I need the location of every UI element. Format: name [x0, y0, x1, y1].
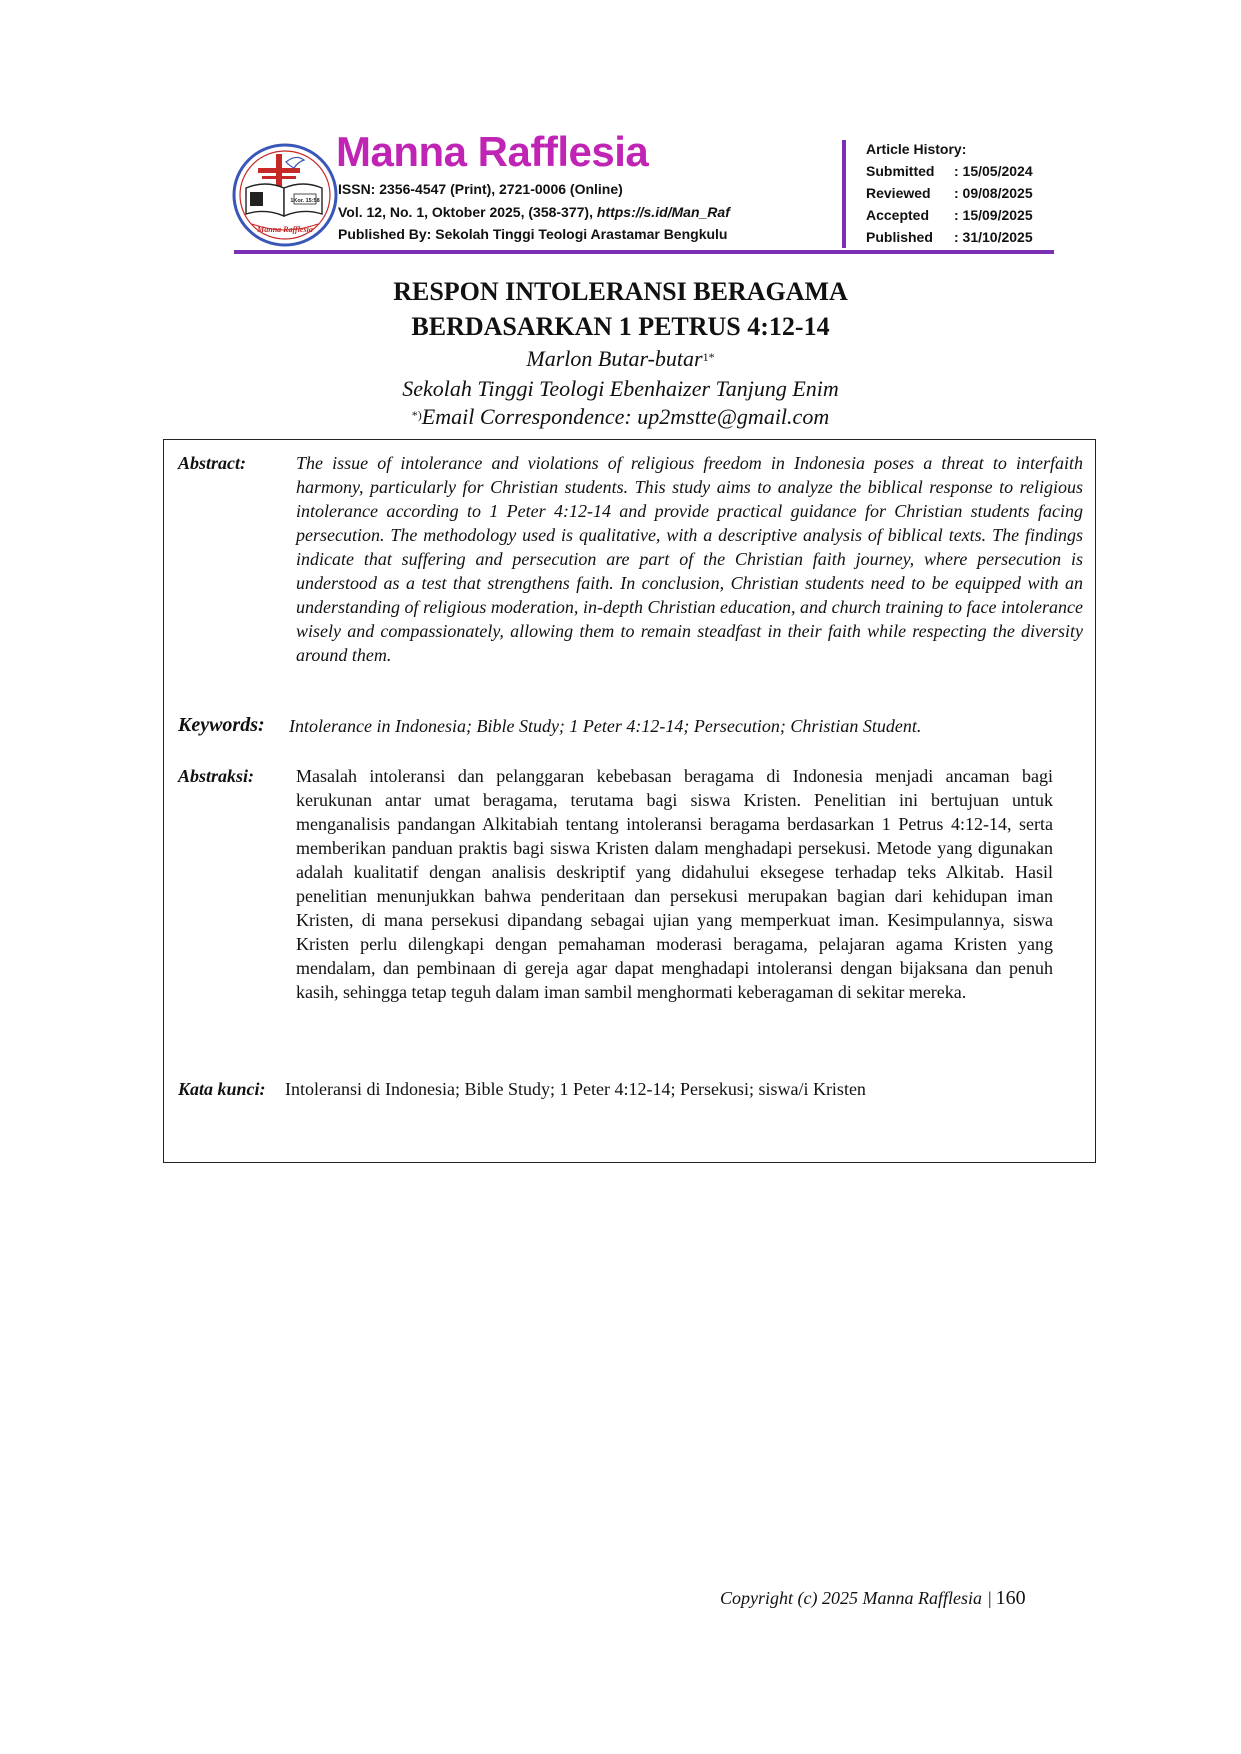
paper-title-line-2: BERDASARKAN 1 PETRUS 4:12-14	[411, 312, 830, 341]
history-value: : 09/08/2025	[954, 185, 1033, 201]
footer-copyright: Copyright (c) 2025 Manna Rafflesia	[720, 1588, 982, 1608]
author-name: Marlon Butar-butar	[526, 346, 703, 371]
logo-text: Manna Rafflesia	[257, 225, 313, 234]
correspondence-line	[0, 403, 1241, 431]
author-line	[0, 345, 1241, 373]
history-label: Submitted	[866, 163, 935, 179]
email-mark: *)	[411, 408, 422, 422]
page-number: 160	[995, 1587, 1026, 1609]
correspondence-email: Email Correspondence: up2mstte@gmail.com	[421, 404, 830, 429]
keywords-en-text: Intolerance in Indonesia; Bible Study; 1 Peter 4:12-14; Persecution; Christian Student.	[289, 716, 922, 736]
publisher-line: Published By: Sekolah Tinggi Teologi Arastamar Bengkulu	[338, 226, 728, 242]
keywords-en-label: Keywords:	[178, 714, 265, 736]
history-label: Accepted	[866, 207, 930, 223]
history-value: : 15/09/2025	[954, 207, 1033, 223]
keywords-id-text: Intoleransi di Indonesia; Bible Study; 1 Peter 4:12-14; Persekusi; siswa/i Kristen	[285, 1079, 866, 1099]
history-row-accepted	[866, 204, 1033, 226]
history-row-reviewed	[866, 182, 1033, 204]
paper-title-line-1: RESPON INTOLERANSI BERAGAMA	[393, 277, 848, 306]
keywords-id-label: Kata kunci:	[178, 1079, 266, 1099]
abstract-id-label: Abstraksi:	[178, 766, 255, 786]
history-row-submitted	[866, 160, 1033, 182]
author-affiliation: Sekolah Tinggi Teologi Ebenhaizer Tanjung Enim	[402, 376, 839, 401]
article-history-heading: Article History:	[866, 141, 967, 157]
logo-verse: 1Kor. 15:58	[290, 198, 320, 204]
issn-line: ISSN: 2356-4547 (Print), 2721-0006 (Online)	[338, 181, 623, 197]
header-rule	[234, 250, 1054, 254]
history-value: : 31/10/2025	[954, 229, 1033, 245]
abstract-en-text: The issue of intolerance and violations of religious freedom in Indonesia poses a threat to interfaith harmony, particularly for Christian students. This study aims to analyze the biblical response to religious intolerance according to 1 Peter 4:12-14 and provide practical guidance for Christian students facing persecution. The methodology used is qualitative, with a descriptive analysis of biblical texts. The findings indicate that suffering and persecution are part of the Christian faith journey, where persecution is understood as a test that strengthens faith. In conclusion, Christian students need to be equipped with an understanding of religious moderation, in-depth Christian education, and church training to face intolerance wisely and compassionately, allowing them to remain steadfast in their faith while respecting the diversity around them.	[296, 453, 1083, 665]
history-label: Published	[866, 229, 933, 245]
abstract-en-label: Abstract:	[178, 453, 247, 473]
header-vertical-divider	[842, 140, 846, 248]
history-value: : 15/05/2024	[954, 163, 1033, 179]
journal-url-link[interactable]: https://s.id/Man_Raf	[596, 204, 730, 220]
abstract-id-text: Masalah intoleransi dan pelanggaran kebebasan beragama di Indonesia menjadi ancaman bagi kerukunan antar umat beragama, terutama bagi siswa Kristen. Penelitian ini bertujuan untuk menganalisis pandangan Alkitabiah tentang intoleransi beragama berdasarkan 1 Petrus 4:12-14, serta memberikan panduan praktis bagi siswa Kristen dalam menghadapi persekusi. Metode yang digunakan adalah kualitatif dengan analisis deskriptif yang didahului eksegese terhadap teks Alkitab. Hasil penelitian menunjukkan bahwa penderitaan dan persekusi merupakan bagian dari kehidupan iman Kristen, di mana persekusi dipandang sebagai ujian yang memperkuat iman. Kesimpulannya, siswa Kristen perlu dilengkapi dengan pemahaman moderasi beragama, pelajaran agama Kristen yang mendalam, dan pembinaan di gereja agar dapat menghadapi intoleransi dengan bijaksana dan penuh kasih, sehingga tetap teguh dalam iman sambil menghormati keberagaman di sekitar mereka.	[296, 766, 1053, 1002]
author-mark: 1*	[702, 350, 715, 364]
history-label: Reviewed	[866, 185, 931, 201]
journal-logo	[232, 142, 338, 248]
page-footer	[720, 1586, 1026, 1610]
article-history	[866, 138, 1033, 248]
journal-name: Manna Rafflesia	[336, 128, 649, 175]
volume-text: Vol. 12, No. 1, Oktober 2025, (358-377),	[338, 204, 597, 220]
history-row-published	[866, 226, 1033, 248]
volume-line	[338, 203, 730, 221]
footer-separator: |	[987, 1588, 992, 1608]
